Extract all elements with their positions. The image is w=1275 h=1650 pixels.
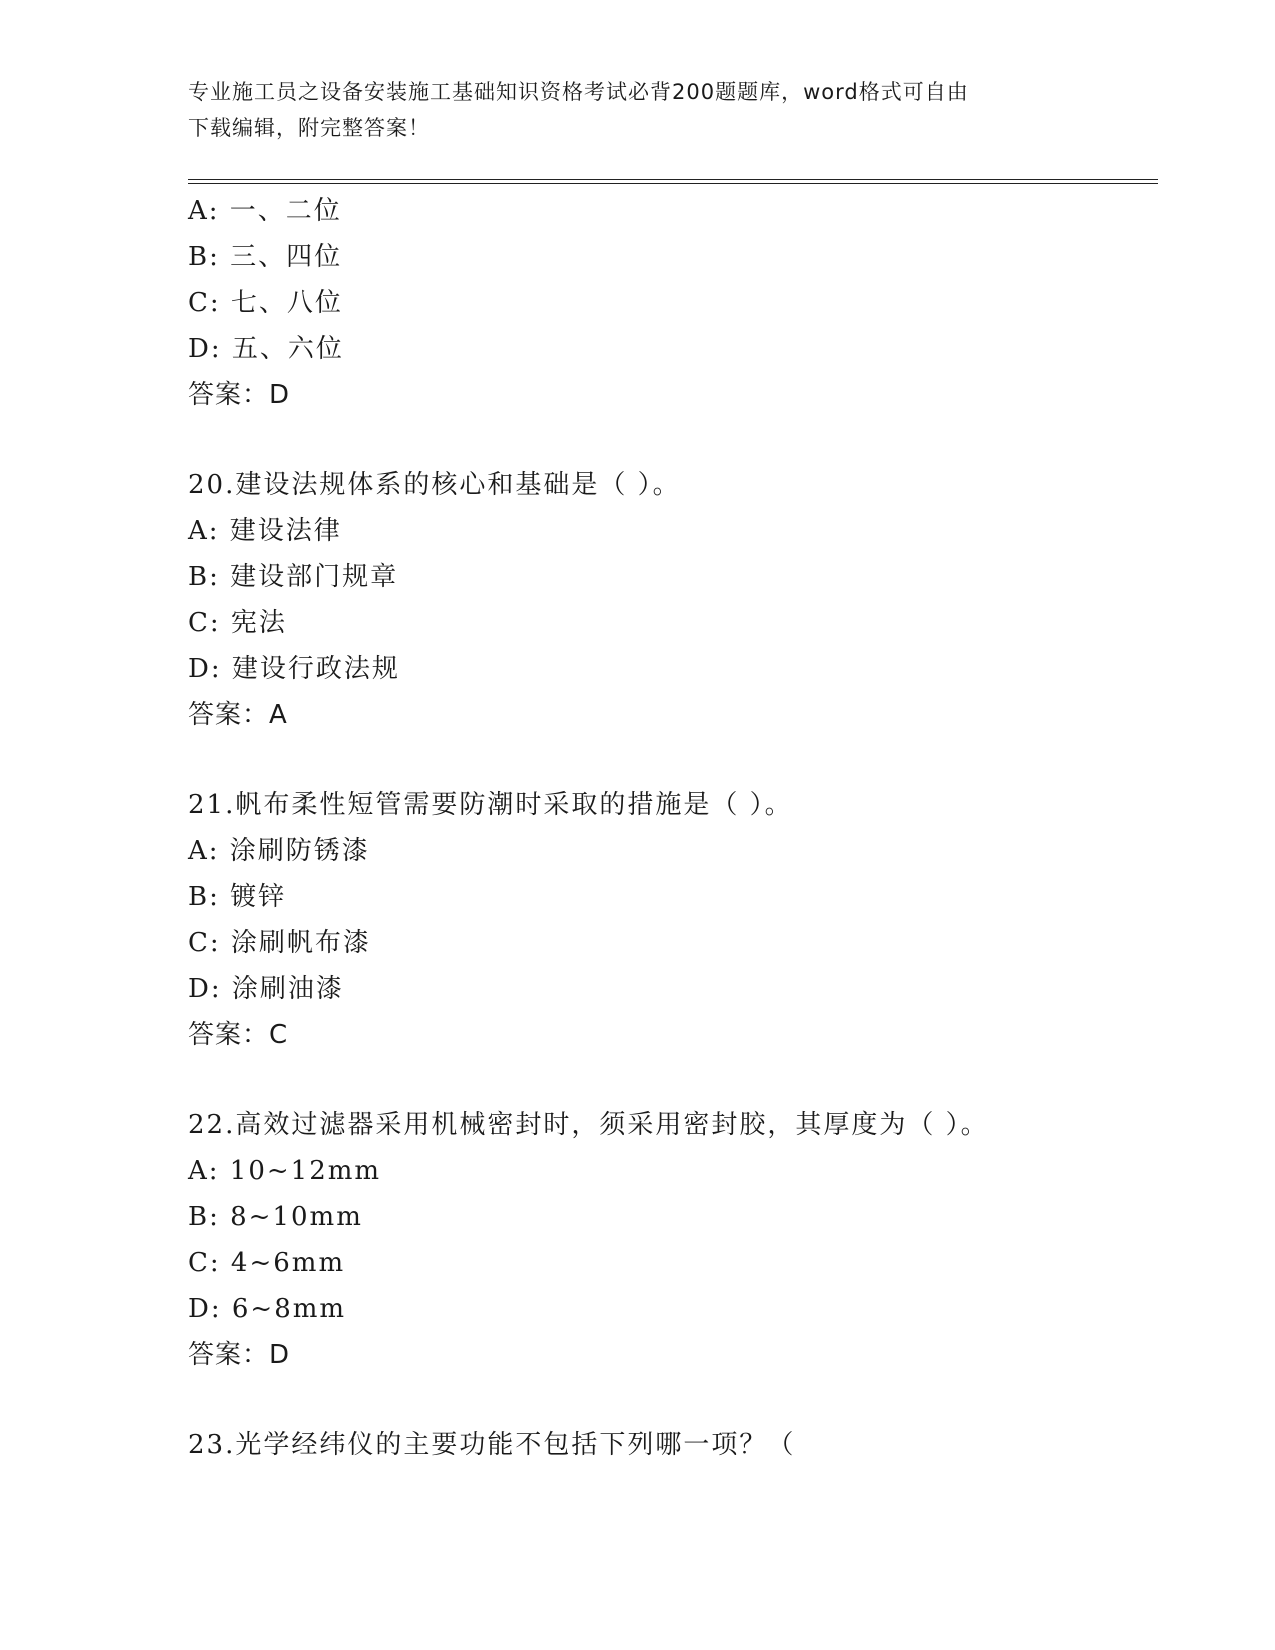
question-list [188, 188, 1148, 1468]
option-c: C: 宪法 [188, 608, 287, 638]
question-block-21 [188, 782, 1148, 1058]
header-line-2: 下载编辑，附完整答案！ [188, 116, 430, 140]
question-text: 20.建设法规体系的核心和基础是（ ）。 [188, 470, 681, 500]
option-a: A: 10~12mm [188, 1156, 382, 1186]
option-b: B: 建设部门规章 [188, 562, 399, 592]
question-text: 21.帆布柔性短管需要防潮时采取的措施是（ ）。 [188, 790, 793, 820]
option-b: B: 三、四位 [188, 242, 343, 272]
option-d: D: 6~8mm [188, 1294, 347, 1324]
header-divider-bottom [188, 183, 1158, 184]
question-text: 23.光学经纬仪的主要功能不包括下列哪一项？（ [188, 1430, 796, 1460]
header-divider-top [188, 179, 1158, 180]
option-b: B: 8~10mm [188, 1202, 363, 1232]
option-d: D: 涂刷油漆 [188, 974, 344, 1004]
question-text: 22.高效过滤器采用机械密封时，须采用密封胶，其厚度为（ ）。 [188, 1110, 989, 1140]
answer: 答案：D [188, 380, 291, 410]
option-a: A: 一、二位 [188, 196, 342, 226]
option-a: A: 建设法律 [188, 516, 342, 546]
answer: 答案：A [188, 700, 288, 730]
header-line-1: 专业施工员之设备安装施工基础知识资格考试必背200题题库，word格式可自由 [188, 80, 969, 104]
answer: 答案：D [188, 1340, 291, 1370]
question-block-19 [188, 188, 1148, 418]
option-c: C: 涂刷帆布漆 [188, 928, 371, 958]
option-b: B: 镀锌 [188, 882, 287, 912]
answer: 答案：C [188, 1020, 289, 1050]
question-block-20 [188, 462, 1148, 738]
option-c: C: 4~6mm [188, 1248, 346, 1278]
option-c: C: 七、八位 [188, 288, 343, 318]
option-d: D: 五、六位 [188, 334, 344, 364]
option-a: A: 涂刷防锈漆 [188, 836, 370, 866]
question-block-22 [188, 1102, 1148, 1378]
option-d: D: 建设行政法规 [188, 654, 400, 684]
document-header [188, 74, 1068, 146]
question-block-23 [188, 1422, 1148, 1468]
